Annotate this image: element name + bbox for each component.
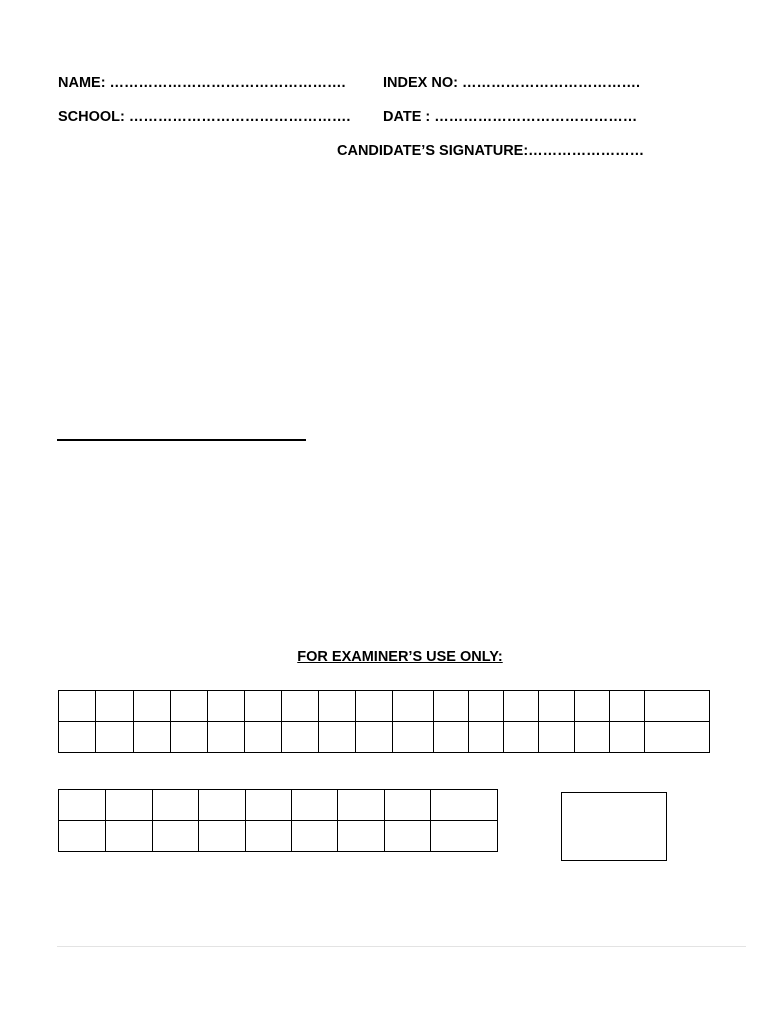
score-cell bbox=[153, 790, 199, 821]
score-cell bbox=[134, 691, 171, 722]
score-cell bbox=[431, 821, 498, 852]
candidate-signature-field: CANDIDATE’S SIGNATURE:…………………… bbox=[337, 143, 645, 159]
score-cell bbox=[106, 790, 153, 821]
score-cell bbox=[106, 821, 153, 852]
grid-b-body bbox=[59, 790, 498, 852]
score-cell bbox=[385, 821, 431, 852]
score-cell bbox=[292, 790, 338, 821]
score-cell bbox=[356, 722, 393, 753]
score-cell bbox=[96, 691, 134, 722]
score-grid-row bbox=[59, 722, 710, 753]
score-cell bbox=[59, 722, 96, 753]
score-cell bbox=[393, 691, 434, 722]
score-cell bbox=[575, 691, 610, 722]
score-cell bbox=[431, 790, 498, 821]
score-grid-row bbox=[59, 790, 498, 821]
page-footer-divider bbox=[57, 946, 746, 947]
examiner-use-heading: FOR EXAMINER’S USE ONLY: bbox=[297, 649, 503, 665]
score-cell bbox=[59, 790, 106, 821]
score-cell bbox=[171, 722, 208, 753]
score-cell bbox=[434, 691, 469, 722]
score-cell bbox=[434, 722, 469, 753]
score-cell bbox=[282, 722, 319, 753]
score-cell bbox=[208, 722, 245, 753]
score-cell bbox=[246, 821, 292, 852]
score-cell bbox=[245, 722, 282, 753]
score-cell bbox=[469, 722, 504, 753]
score-cell bbox=[356, 691, 393, 722]
score-cell bbox=[282, 691, 319, 722]
score-cell bbox=[134, 722, 171, 753]
examiner-score-grid-a bbox=[58, 690, 710, 753]
score-cell bbox=[610, 722, 645, 753]
score-cell bbox=[208, 691, 245, 722]
score-cell bbox=[199, 821, 246, 852]
score-cell bbox=[645, 691, 710, 722]
score-cell bbox=[171, 691, 208, 722]
score-cell bbox=[539, 691, 575, 722]
score-cell bbox=[319, 691, 356, 722]
examiner-score-grid-b bbox=[58, 789, 498, 852]
score-cell bbox=[504, 691, 539, 722]
score-cell bbox=[245, 691, 282, 722]
name-field: NAME: …………………………………………. bbox=[58, 75, 346, 91]
score-cell bbox=[645, 722, 710, 753]
score-cell bbox=[575, 722, 610, 753]
index-number-field: INDEX NO: ………………………………. bbox=[383, 75, 640, 91]
score-grid-row bbox=[59, 821, 498, 852]
score-cell bbox=[469, 691, 504, 722]
score-cell bbox=[96, 722, 134, 753]
score-cell bbox=[539, 722, 575, 753]
score-cell bbox=[59, 821, 106, 852]
score-cell bbox=[319, 722, 356, 753]
date-field: DATE : …………………………………… bbox=[383, 109, 638, 125]
score-cell bbox=[199, 790, 246, 821]
score-cell bbox=[504, 722, 539, 753]
score-cell bbox=[59, 691, 96, 722]
horizontal-rule bbox=[57, 439, 306, 441]
score-grid-row bbox=[59, 691, 710, 722]
score-cell bbox=[393, 722, 434, 753]
score-cell bbox=[153, 821, 199, 852]
score-cell bbox=[610, 691, 645, 722]
school-field: SCHOOL: ………………………………………. bbox=[58, 109, 351, 125]
score-cell bbox=[246, 790, 292, 821]
total-score-box bbox=[561, 792, 667, 861]
score-cell bbox=[338, 790, 385, 821]
grid-a-body bbox=[59, 691, 710, 753]
score-cell bbox=[385, 790, 431, 821]
score-cell bbox=[292, 821, 338, 852]
score-cell bbox=[338, 821, 385, 852]
